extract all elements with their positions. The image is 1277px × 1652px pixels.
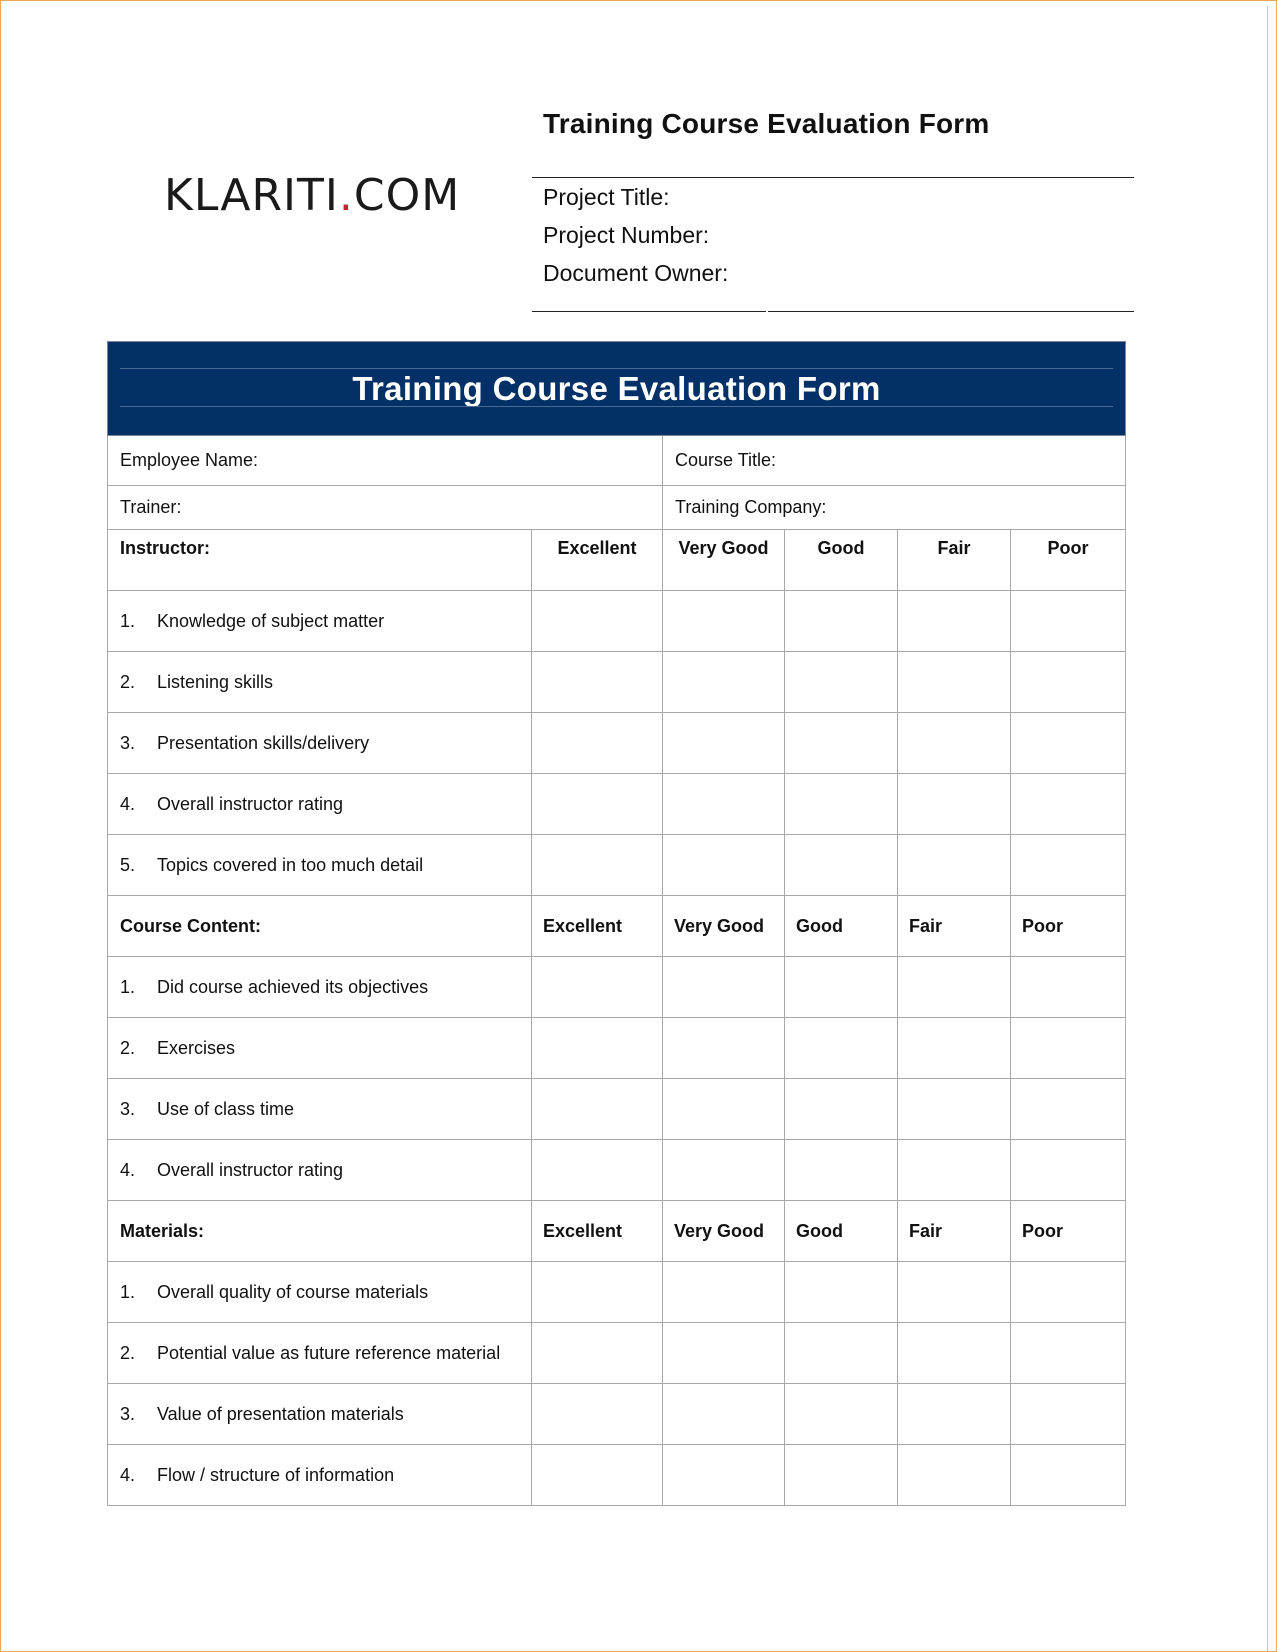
col-header-poor: Poor (1011, 896, 1126, 957)
rating-cell-fair[interactable] (898, 652, 1011, 713)
rating-cell-excellent[interactable] (532, 1384, 663, 1445)
table-row (108, 1445, 1126, 1506)
rating-cell-excellent[interactable] (532, 1262, 663, 1323)
rating-cell-fair[interactable] (898, 713, 1011, 774)
item-number: 5. (120, 854, 136, 875)
rating-cell-fair[interactable] (898, 591, 1011, 652)
header-rule-bottom-left (532, 311, 766, 312)
rating-cell-very-good[interactable] (663, 713, 785, 774)
rating-cell-very-good[interactable] (663, 1262, 785, 1323)
rating-cell-very-good[interactable] (663, 652, 785, 713)
rating-cell-excellent[interactable] (532, 591, 663, 652)
item-number: 1. (120, 976, 136, 997)
table-row (108, 652, 1126, 713)
info-row-1 (108, 436, 1126, 486)
logo-main-text: KLARITI (164, 170, 339, 221)
rating-cell-very-good[interactable] (663, 1445, 785, 1506)
rating-cell-poor[interactable] (1011, 1018, 1126, 1079)
col-header-poor: Poor (1011, 1201, 1126, 1262)
item-text: Overall instructor rating (157, 793, 344, 814)
item-number: 3. (120, 732, 136, 753)
item-label (108, 1079, 532, 1140)
rating-cell-good[interactable] (785, 713, 898, 774)
rating-cell-fair[interactable] (898, 1018, 1011, 1079)
course-title-field[interactable] (663, 436, 1126, 486)
item-label (108, 957, 532, 1018)
table-row (108, 957, 1126, 1018)
table-row (108, 774, 1126, 835)
table-row (108, 835, 1126, 896)
course-title-label: Course Title: (675, 450, 777, 470)
col-header-excellent: Excellent (532, 530, 663, 591)
rating-cell-good[interactable] (785, 1079, 898, 1140)
rating-cell-very-good[interactable] (663, 1384, 785, 1445)
table-row (108, 1323, 1126, 1384)
item-text: Topics covered in too much detail (157, 854, 424, 875)
rating-cell-good[interactable] (785, 652, 898, 713)
item-label (108, 652, 532, 713)
rating-cell-poor[interactable] (1011, 835, 1126, 896)
training-company-label: Training Company: (675, 497, 827, 517)
item-label (108, 1384, 532, 1445)
col-header-good: Good (785, 530, 898, 591)
item-label (108, 713, 532, 774)
item-text: Potential value as future reference material (157, 1342, 501, 1363)
rating-cell-poor[interactable] (1011, 1079, 1126, 1140)
rating-cell-good[interactable] (785, 1445, 898, 1506)
rating-cell-good[interactable] (785, 1323, 898, 1384)
rating-cell-fair[interactable] (898, 1445, 1011, 1506)
document-title: Training Course Evaluation Form (543, 108, 990, 139)
rating-cell-fair[interactable] (898, 1079, 1011, 1140)
rating-cell-fair[interactable] (898, 1140, 1011, 1201)
table-row (108, 1018, 1126, 1079)
rating-cell-good[interactable] (785, 591, 898, 652)
rating-cell-poor[interactable] (1011, 1262, 1126, 1323)
training-company-field[interactable] (663, 486, 1126, 530)
section-label-course-content: Course Content: (108, 896, 532, 957)
table-row (108, 713, 1126, 774)
col-header-fair: Fair (898, 1201, 1011, 1262)
rating-cell-excellent[interactable] (532, 1323, 663, 1384)
item-text: Overall instructor rating (157, 1159, 344, 1180)
col-header-very-good: Very Good (663, 896, 785, 957)
item-number: 3. (120, 1098, 136, 1119)
rating-cell-poor[interactable] (1011, 652, 1126, 713)
item-label (108, 1323, 532, 1384)
trainer-field[interactable] (108, 486, 663, 530)
rating-cell-fair[interactable] (898, 1384, 1011, 1445)
rating-cell-poor[interactable] (1011, 1384, 1126, 1445)
item-text: Did course achieved its objectives (157, 976, 429, 997)
rating-cell-fair[interactable] (898, 1262, 1011, 1323)
rating-cell-excellent[interactable] (532, 1018, 663, 1079)
item-label (108, 774, 532, 835)
rating-cell-poor[interactable] (1011, 591, 1126, 652)
section-label-materials: Materials: (108, 1201, 532, 1262)
rating-cell-excellent[interactable] (532, 774, 663, 835)
rating-cell-very-good[interactable] (663, 957, 785, 1018)
col-header-poor: Poor (1011, 530, 1126, 591)
rating-cell-excellent[interactable] (532, 957, 663, 1018)
rating-cell-very-good[interactable] (663, 1018, 785, 1079)
col-header-good: Good (785, 1201, 898, 1262)
section-label-instructor: Instructor: (108, 530, 532, 591)
banner-rule-top (120, 368, 1113, 369)
rating-cell-very-good[interactable] (663, 1079, 785, 1140)
rating-cell-good[interactable] (785, 835, 898, 896)
item-number: 4. (120, 1464, 136, 1485)
item-text: Exercises (157, 1037, 236, 1058)
rating-cell-very-good[interactable] (663, 835, 785, 896)
rating-cell-poor[interactable] (1011, 957, 1126, 1018)
item-number: 4. (120, 1159, 136, 1180)
rating-cell-excellent[interactable] (532, 835, 663, 896)
rating-cell-poor[interactable] (1011, 1140, 1126, 1201)
rating-cell-good[interactable] (785, 1262, 898, 1323)
rating-cell-fair[interactable] (898, 835, 1011, 896)
rating-cell-good[interactable] (785, 1018, 898, 1079)
page-edge-shadow (1267, 6, 1277, 1652)
item-label (108, 1018, 532, 1079)
info-row-2 (108, 486, 1126, 530)
rating-cell-excellent[interactable] (532, 1140, 663, 1201)
item-text: Flow / structure of information (157, 1464, 395, 1485)
rating-cell-poor[interactable] (1011, 1323, 1126, 1384)
rating-cell-very-good[interactable] (663, 774, 785, 835)
rating-cell-excellent[interactable] (532, 1445, 663, 1506)
item-number: 1. (120, 610, 136, 631)
table-row (108, 1384, 1126, 1445)
item-label (108, 1140, 532, 1201)
logo-tail-text: COM (353, 170, 461, 221)
item-text: Knowledge of subject matter (157, 610, 385, 631)
rating-cell-good[interactable] (785, 774, 898, 835)
section-header-row (108, 530, 1126, 591)
item-number: 2. (120, 671, 136, 692)
evaluation-form-table (107, 341, 1126, 1506)
item-number: 2. (120, 1342, 136, 1363)
item-text: Presentation skills/delivery (157, 732, 370, 753)
trainer-label: Trainer: (120, 497, 182, 517)
col-header-excellent: Excellent (532, 896, 663, 957)
employee-name-label: Employee Name: (120, 450, 259, 470)
klariti-logo (164, 170, 460, 221)
rating-cell-excellent[interactable] (532, 1079, 663, 1140)
banner-row (108, 342, 1126, 436)
logo-dot: . (338, 170, 354, 221)
form-banner (108, 342, 1126, 436)
header-rule-top (532, 177, 1134, 178)
document-owner-label: Document Owner: (543, 260, 729, 286)
table-row (108, 1262, 1126, 1323)
item-label (108, 1262, 532, 1323)
item-number: 1. (120, 1281, 136, 1302)
item-number: 2. (120, 1037, 136, 1058)
rating-cell-poor[interactable] (1011, 1445, 1126, 1506)
banner-rule-bottom (120, 406, 1113, 407)
item-text: Overall quality of course materials (157, 1281, 429, 1302)
item-label (108, 835, 532, 896)
rating-cell-excellent[interactable] (532, 713, 663, 774)
col-header-good: Good (785, 896, 898, 957)
rating-cell-very-good[interactable] (663, 1140, 785, 1201)
col-header-very-good: Very Good (663, 1201, 785, 1262)
banner-title: Training Course Evaluation Form (352, 370, 881, 407)
item-text: Listening skills (157, 671, 274, 692)
item-text: Value of presentation materials (157, 1403, 404, 1424)
section-header-row (108, 896, 1126, 957)
header-rule-bottom-right (768, 311, 1134, 312)
item-label (108, 1445, 532, 1506)
col-header-fair: Fair (898, 530, 1011, 591)
section-header-row (108, 1201, 1126, 1262)
table-row (108, 1140, 1126, 1201)
table-row (108, 1079, 1126, 1140)
rating-cell-good[interactable] (785, 1384, 898, 1445)
col-header-fair: Fair (898, 896, 1011, 957)
rating-cell-fair[interactable] (898, 957, 1011, 1018)
item-label (108, 591, 532, 652)
item-text: Use of class time (157, 1098, 295, 1119)
rating-cell-fair[interactable] (898, 774, 1011, 835)
table-row (108, 591, 1126, 652)
rating-cell-poor[interactable] (1011, 774, 1126, 835)
rating-cell-fair[interactable] (898, 1323, 1011, 1384)
item-number: 3. (120, 1403, 136, 1424)
col-header-very-good: Very Good (663, 530, 785, 591)
project-title-label: Project Title: (543, 184, 670, 210)
rating-cell-good[interactable] (785, 1140, 898, 1201)
employee-name-field[interactable] (108, 436, 663, 486)
col-header-excellent: Excellent (532, 1201, 663, 1262)
rating-cell-excellent[interactable] (532, 652, 663, 713)
item-number: 4. (120, 793, 136, 814)
rating-cell-very-good[interactable] (663, 591, 785, 652)
rating-cell-very-good[interactable] (663, 1323, 785, 1384)
project-number-label: Project Number: (543, 222, 710, 248)
rating-cell-good[interactable] (785, 957, 898, 1018)
rating-cell-poor[interactable] (1011, 713, 1126, 774)
